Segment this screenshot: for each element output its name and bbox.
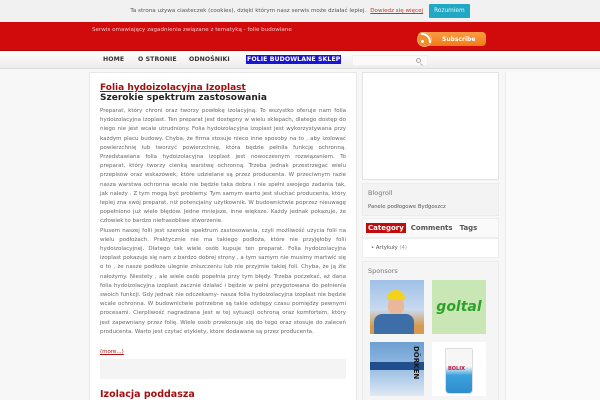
category-list — [362, 238, 499, 258]
subscribe-button[interactable] — [418, 32, 486, 46]
tab-comments[interactable]: Comments — [410, 224, 453, 232]
blogroll-title: Blogroll — [368, 189, 393, 197]
main-content — [89, 72, 357, 400]
sponsors-widget — [362, 261, 499, 400]
blogroll-widget — [362, 183, 499, 216]
cookie-bar — [0, 0, 600, 22]
post-paragraph: Preparat, który chroni oraz tworzy powłokę izolacyjną. To wszystko oferuje nam folia hydoizolacyjna izoplast. Ten preparat jest dostępny w wielu sklepach, dlatego dostęp do niego nie jest wcale utrudniony. Folia hydoizolacyjna izoplast jest wykorzystywana przy każdym placu budowy. Chyba, że firma stosuje nieco inne sposoby na to , aby izolować powierzchnię lub tworzyć powierzchnię, która będzie pełniła funkcję ochronną. Przedstawiana folia hydoizolacyjna izoplast jest nowoczesnym rozwiązaniem. To preparat, który tworzy cienką warstwę ochronną. Trzeba jednak przestrzegać wielu przepisów oraz wskazówek, które udzielane są przez producenta. W przeciwnym razie nasza warstwa ochronna wcale nie będzie taka dobra i nie spełni swojego zadania tak, jak należy . Z tym mogą być problemy. Tym samym warto jest słuchać producenta, który lepiej zna swój preparat, niż potencjalny użytkownik. W budownictwie poprzez nieuwagę popełniono już wiele błędów. Jedne mniejsze, inne większe. Każdy jednak pokazuje, że człowiek to bardzo niefrasobliwe stworzenie. — [100, 108, 346, 225]
category-count: (4) — [399, 245, 407, 251]
sponsor-green-logo[interactable] — [432, 280, 486, 334]
bullet-icon: • — [371, 245, 375, 251]
post-paragraph: Plusem naszej folii jest szerokie spektrum zastosowania, czyli możliwość użycia folii na wielu podłożach. Praktycznie nie ma takiego podłoża, które nie przyjęłoby folii hydoizolacyjnej. Dlatego tak wiele osób kupuje ten preparat. Folia hydoizolacyjna izoplast pokazuje się nam z bardzo dobrej strony , a tym samym nie musimy martwić się o to , że nasze podłoże ulegnie zniszczeniu lub nie przyjmie takiej foli. Chyba, że ją źle nałożymy. Niestety , ale wiele osób popełnia przy tym błędy. Trzeba poczekać, aż dana folia hydoizolacyjna izoplast zacznie działać i będzie w pełni przygotowana do pełnienia swoich funkcji. Gdy jednak nie odczekamy- nasza folia hydoizolacyjna izoplast nie będzie wcale ochronna. W budownictwie potrzebne są takie odstępy czasu pomiędzy pewnymi procesami. Cierpliwość nagradzana jest w tej sytuacji ochroną oraz komfortem, który jest zapewniany przez folię. Wiele osób przekonuje się do tego oraz stosuje do zaleceń producenta. Warto jest czytać etykiety, które dodawane są przez producenta. — [100, 227, 346, 335]
tab-tags[interactable]: Tags — [459, 224, 478, 232]
search-icon[interactable] — [416, 58, 421, 63]
dorken-logo: DÖRKEN — [412, 346, 420, 380]
rss-icon — [417, 32, 432, 47]
sponsor-bolix[interactable] — [432, 342, 486, 396]
nav-o-stronie[interactable]: O STRONIE — [138, 56, 177, 63]
post-body — [100, 107, 346, 337]
sponsors-title: Sponsors — [368, 267, 398, 275]
bolix-logo: BOLIX — [448, 366, 465, 372]
nav-odnosniki[interactable]: ODNOŚNIKI — [189, 56, 230, 63]
site-tagline: Serwis omawiający zagadnienia związane z tematyką - folie budowlane — [92, 27, 292, 33]
sponsor-dorken[interactable] — [370, 342, 424, 396]
post-subtitle: Szerokie spektrum zastosowania — [100, 93, 267, 103]
cookie-message: Ta strona używa ciasteczek (cookies), dzięki którym nasz serwis może działać lepiej. — [130, 8, 367, 14]
sponsor-logo-text: goltal — [436, 299, 482, 315]
main-nav — [0, 52, 600, 69]
blogroll-link[interactable]: Panele podłogowe Bydgoszcz — [368, 204, 446, 210]
subscribe-label: Subscribe — [442, 35, 476, 43]
read-more-link[interactable]: (more...) — [100, 349, 124, 356]
worker-face — [388, 298, 404, 314]
sidebar — [362, 72, 499, 400]
next-post-title[interactable]: Izolacja poddasza — [100, 389, 195, 400]
nav-folie-budowlane-sklep[interactable]: FOLIE BUDOWLANE SKLEP — [247, 56, 341, 63]
sidebar-tabs — [362, 218, 499, 238]
ad-box — [362, 72, 499, 180]
cookie-more-link[interactable]: Dowiedz się więcej — [370, 8, 424, 14]
post-title-link[interactable]: Folia hydoizolacyjna Izoplast — [100, 83, 246, 93]
worker-shirt — [374, 314, 414, 334]
tab-category[interactable]: Category — [368, 224, 404, 232]
cookie-accept-button[interactable]: Rozumiem — [429, 4, 470, 18]
search-input[interactable] — [352, 55, 428, 66]
right-column — [505, 72, 600, 400]
category-link[interactable]: Artykuły — [375, 245, 398, 251]
nav-home[interactable]: HOME — [103, 56, 125, 63]
worker-helmet — [387, 290, 405, 300]
sponsor-construction-worker[interactable] — [370, 280, 424, 334]
post-footer — [100, 359, 346, 379]
